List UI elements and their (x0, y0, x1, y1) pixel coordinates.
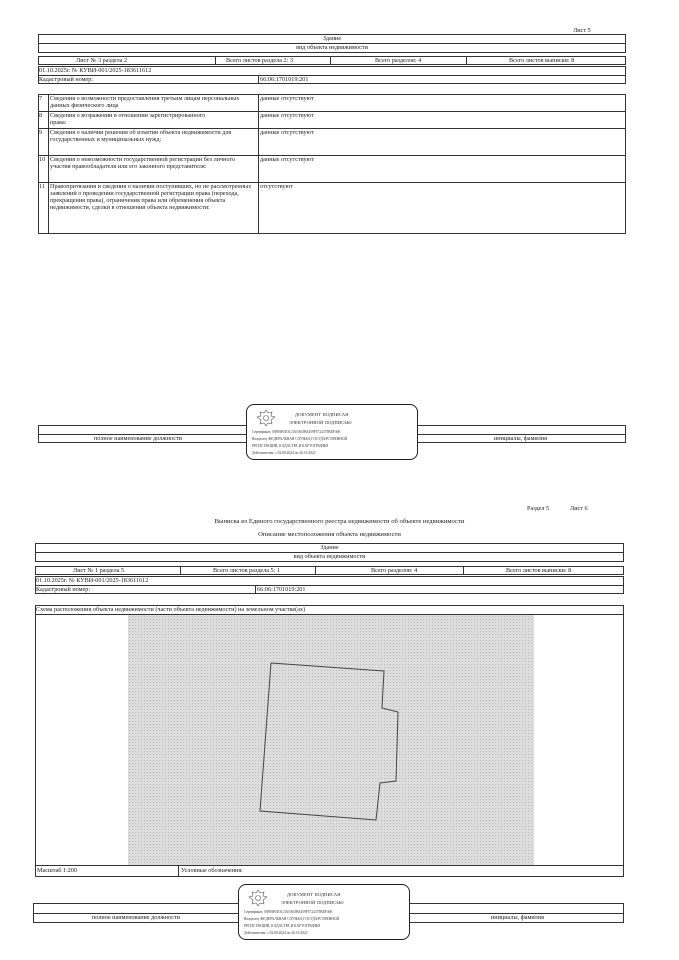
position-label: полное наименование должности (92, 914, 180, 921)
initials-label: инициалы, фамилия (494, 435, 547, 442)
cadastral-number: 66:06:1701019:201 (257, 586, 306, 593)
electronic-signature-stamp: ДОКУМЕНТ ПОДПИСАН ЭЛЕКТРОННОЙ ПОДПИСЬЮ Сертификат: 00993B5E3C3A5A63B4459F5722375BEF306 Владелец: ФЕДЕРАЛЬНАЯ СЛУЖБА ГОСУДАРСТВЕННОЙ РЕГИСТРАЦИИ, КАДАСТРА И КАРТОГРАФИИ Действителен: с 02.08.2024 по 26.10.2025 (238, 884, 410, 940)
sections-total: Всего разделов: 4 (375, 57, 422, 64)
cadastral-row (35, 585, 624, 594)
electronic-signature-stamp: ДОКУМЕНТ ПОДПИСАН ЭЛЕКТРОННОЙ ПОДПИСЬЮ Сертификат: 00993B5E3C3A5A63B4459F5722375BEF306 Владелец: ФЕДЕРАЛЬНАЯ СЛУЖБА ГОСУДАРСТВЕННОЙ РЕГИСТРАЦИИ, КАДАСТРА И КАРТОГРАФИИ Действителен: с 02.08.2024 по 26.10.2025 (246, 404, 418, 460)
scheme-title: Схема расположения объекта недвижимости (части объекта недвижимости) на земельном участке(ах) (36, 606, 306, 613)
date-reference: 01.10.2025г. № КУВИ-001/2025-183611612 (36, 577, 149, 584)
cadastral-number: 66:06:1701019:201 (260, 76, 309, 83)
object-type: вид объекта недвижимости (293, 553, 366, 560)
sheet-number: Лист 5 (573, 27, 591, 34)
initials-label: инициалы, фамилия (491, 914, 544, 921)
sheet-of-section: Лист № 3 раздела 2 (76, 57, 128, 64)
emblem-icon (247, 888, 269, 908)
scheme-map (128, 615, 534, 865)
document-subtitle: Описание местоположения объекта недвижимости (258, 531, 401, 538)
object-name: Здание (320, 544, 339, 551)
sheet-number: Лист 6 (570, 505, 588, 512)
extract-sheets: Всего листов выписки: 8 (509, 57, 575, 64)
document-title: Выписка из Единого государственного реестра недвижимости об объекте недвижимости (214, 518, 465, 525)
legend-label: Условные обозначения: (181, 867, 243, 874)
sheet-of-section: Лист № 1 раздела 5 (73, 567, 125, 574)
cadastral-label: Кадастровый номер: (39, 76, 94, 83)
emblem-icon (255, 408, 277, 428)
sheets-in-section: Всего листов раздела 5: 1 (213, 567, 280, 574)
scale-label: Масштаб 1:200 (37, 867, 78, 874)
cadastral-row (38, 75, 626, 84)
sheets-in-section: Всего листов раздела 2: 3 (226, 57, 293, 64)
object-type: вид объекта недвижимости (296, 44, 368, 51)
section-number: Раздел 5 (527, 505, 550, 512)
sections-total: Всего разделов: 4 (371, 567, 418, 574)
position-label: полное наименование должности (94, 435, 182, 442)
object-name: Здание (322, 35, 342, 42)
date-reference: 01.10.2025г. № КУВИ-001/2025-183611612 (39, 67, 152, 74)
cadastral-label: Кадастровый номер: (36, 586, 91, 593)
building-outline (128, 615, 534, 865)
extract-sheets: Всего листов выписки: 8 (506, 567, 572, 574)
